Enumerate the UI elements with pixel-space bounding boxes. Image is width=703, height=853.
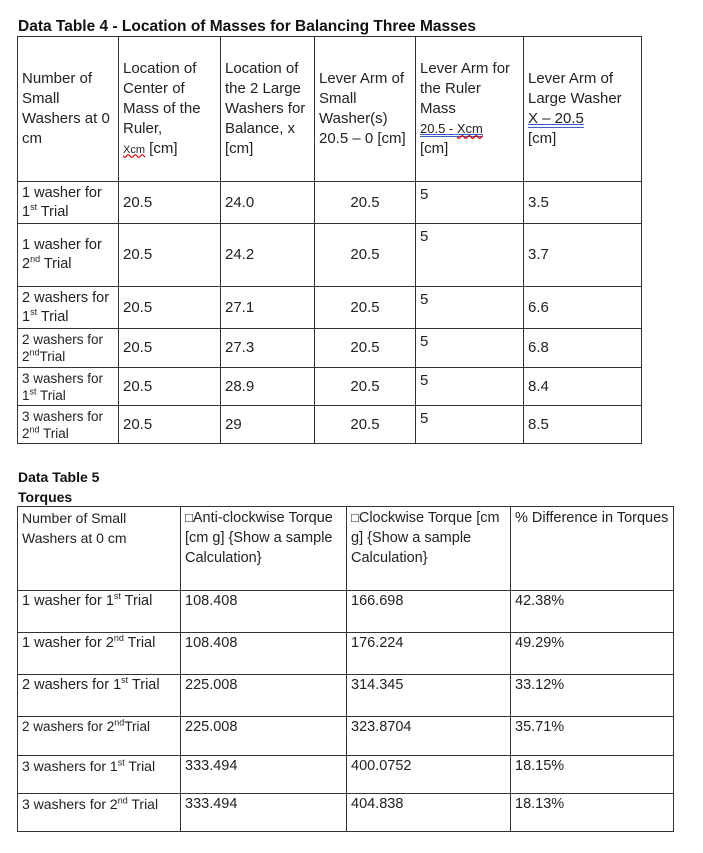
t4-lever-large-cell: 3.5 bbox=[524, 182, 642, 224]
t5-row-label: 1 washer for 1st Trial bbox=[18, 591, 181, 633]
t5-clock-cell: 314.345 bbox=[347, 675, 511, 717]
t4-lever-large-label: Lever Arm of Large Washer bbox=[528, 70, 622, 107]
table5-header-row bbox=[18, 507, 674, 591]
t5-header-diff: % Difference in Torques bbox=[511, 507, 674, 591]
t4-lever-small-cell: 20.5 bbox=[315, 287, 416, 329]
table4-row bbox=[18, 287, 642, 329]
t4-header-number: Number of Small Washers at 0 cm bbox=[18, 37, 119, 182]
table5-row bbox=[18, 717, 674, 756]
table5-row bbox=[18, 794, 674, 832]
table4-row bbox=[18, 368, 642, 406]
t4-center-cell: 20.5 bbox=[119, 287, 221, 329]
t4-row-label: 2 washers for 2ndTrial bbox=[18, 329, 119, 368]
t4-row-label: 3 washers for 1st Trial bbox=[18, 368, 119, 406]
t4-lever-large-cell: 6.6 bbox=[524, 287, 642, 329]
t4-location-cell: 28.9 bbox=[221, 368, 315, 406]
t4-lever-large-formula: X – 20.5 bbox=[528, 110, 584, 127]
t4-location-cell: 29 bbox=[221, 406, 315, 444]
t5-clock-cell: 400.0752 bbox=[347, 756, 511, 794]
t4-center-cell: 20.5 bbox=[119, 182, 221, 224]
t5-anti-cell: 225.008 bbox=[181, 717, 347, 756]
t4-lever-small-cell: 20.5 bbox=[315, 182, 416, 224]
t5-anti-cell: 108.408 bbox=[181, 591, 347, 633]
t4-lever-large-cell: 3.7 bbox=[524, 224, 642, 287]
t4-row-label: 2 washers for 1st Trial bbox=[18, 287, 119, 329]
t4-location-cell: 24.2 bbox=[221, 224, 315, 287]
t4-lever-small-cell: 20.5 bbox=[315, 224, 416, 287]
t4-lever-ruler-unit: [cm] bbox=[420, 140, 449, 157]
table5-subtitle: Torques bbox=[18, 489, 73, 505]
table4-row bbox=[18, 406, 642, 444]
t5-anti-cell: 225.008 bbox=[181, 675, 347, 717]
table5-title: Data Table 5 bbox=[18, 469, 100, 485]
t4-lever-small-cell: 20.5 bbox=[315, 406, 416, 444]
t4-row-label: 1 washer for 2nd Trial bbox=[18, 224, 119, 287]
t4-location-cell: 27.1 bbox=[221, 287, 315, 329]
t5-anti-label: Anti-clockwise Torque [cm g] {Show a sample Calculation} bbox=[185, 510, 333, 566]
t4-location-cell: 27.3 bbox=[221, 329, 315, 368]
t4-row-label: 3 washers for 2nd Trial bbox=[18, 406, 119, 444]
t4-row-label: 1 washer for 1st Trial bbox=[18, 182, 119, 224]
table4-row bbox=[18, 182, 642, 224]
table4-row bbox=[18, 329, 642, 368]
t5-diff-cell: 18.15% bbox=[511, 756, 674, 794]
table4-row bbox=[18, 224, 642, 287]
t4-lever-ruler-cell: 5 bbox=[416, 368, 524, 406]
table4-header-row bbox=[18, 37, 642, 182]
t4-header-lever-large bbox=[524, 37, 642, 182]
t5-row-label: 3 washers for 1st Trial bbox=[18, 756, 181, 794]
t5-clock-cell: 166.698 bbox=[347, 591, 511, 633]
t5-diff-cell: 49.29% bbox=[511, 633, 674, 675]
t5-diff-cell: 18.13% bbox=[511, 794, 674, 832]
t4-lever-small-cell: 20.5 bbox=[315, 329, 416, 368]
t5-diff-cell: 35.71% bbox=[511, 717, 674, 756]
t4-center-cell: 20.5 bbox=[119, 368, 221, 406]
table5-row bbox=[18, 591, 674, 633]
t4-center-var: Xcm bbox=[123, 143, 145, 156]
t5-anti-box-glyph: □ bbox=[185, 510, 193, 525]
t5-header-anti bbox=[181, 507, 347, 591]
t5-header-clock bbox=[347, 507, 511, 591]
t4-center-unit: [cm] bbox=[145, 139, 178, 157]
t5-row-label: 3 washers for 2nd Trial bbox=[18, 794, 181, 832]
t5-clock-cell: 404.838 bbox=[347, 794, 511, 832]
t5-diff-cell: 33.12% bbox=[511, 675, 674, 717]
t4-lever-ruler-cell: 5 bbox=[416, 224, 524, 287]
t4-lever-large-cell: 8.4 bbox=[524, 368, 642, 406]
table5-row bbox=[18, 633, 674, 675]
t4-lever-small-cell: 20.5 bbox=[315, 368, 416, 406]
t5-row-label: 2 washers for 2ndTrial bbox=[18, 717, 181, 756]
t5-clock-label: Clockwise Torque [cm g] {Show a sample Calculation} bbox=[351, 510, 500, 566]
t4-lever-large-unit: [cm] bbox=[528, 130, 557, 147]
t4-header-center-of-mass bbox=[119, 37, 221, 182]
t4-lever-ruler-cell: 5 bbox=[416, 287, 524, 329]
t5-anti-cell: 333.494 bbox=[181, 794, 347, 832]
t4-center-label: Location of Center of Mass of the Ruler, bbox=[123, 59, 201, 137]
t4-center-cell: 20.5 bbox=[119, 406, 221, 444]
t4-lever-ruler-var: Xcm bbox=[456, 121, 483, 136]
t4-lever-ruler-label: Lever Arm for the Ruler Mass bbox=[420, 60, 511, 117]
t4-header-location: Location of the 2 Large Washers for Balance, x [cm] bbox=[221, 37, 315, 182]
t5-clock-box-glyph: □ bbox=[351, 510, 359, 525]
t5-diff-cell: 42.38% bbox=[511, 591, 674, 633]
t4-lever-ruler-cell: 5 bbox=[416, 406, 524, 444]
table4-title: Data Table 4 - Location of Masses for Balancing Three Masses bbox=[18, 18, 476, 35]
table5-row bbox=[18, 675, 674, 717]
t4-lever-large-cell: 6.8 bbox=[524, 329, 642, 368]
t4-center-cell: 20.5 bbox=[119, 329, 221, 368]
t5-header-number: Number of Small Washers at 0 cm bbox=[18, 507, 181, 591]
table4 bbox=[17, 36, 642, 444]
t4-lever-ruler-cell: 5 bbox=[416, 329, 524, 368]
t5-row-label: 1 washer for 2nd Trial bbox=[18, 633, 181, 675]
t5-row-label: 2 washers for 1st Trial bbox=[18, 675, 181, 717]
t4-header-lever-small: Lever Arm of Small Washer(s) 20.5 – 0 [cm] bbox=[315, 37, 416, 182]
table5 bbox=[17, 506, 674, 832]
t5-clock-cell: 176.224 bbox=[347, 633, 511, 675]
t5-anti-cell: 108.408 bbox=[181, 633, 347, 675]
t5-clock-cell: 323.8704 bbox=[347, 717, 511, 756]
t4-lever-large-cell: 8.5 bbox=[524, 406, 642, 444]
t4-lever-ruler-formula: 20.5 - bbox=[420, 121, 457, 136]
t4-center-cell: 20.5 bbox=[119, 224, 221, 287]
t4-location-cell: 24.0 bbox=[221, 182, 315, 224]
t4-lever-ruler-cell: 5 bbox=[416, 182, 524, 224]
table5-row bbox=[18, 756, 674, 794]
t4-header-lever-ruler bbox=[416, 37, 524, 182]
t5-anti-cell: 333.494 bbox=[181, 756, 347, 794]
